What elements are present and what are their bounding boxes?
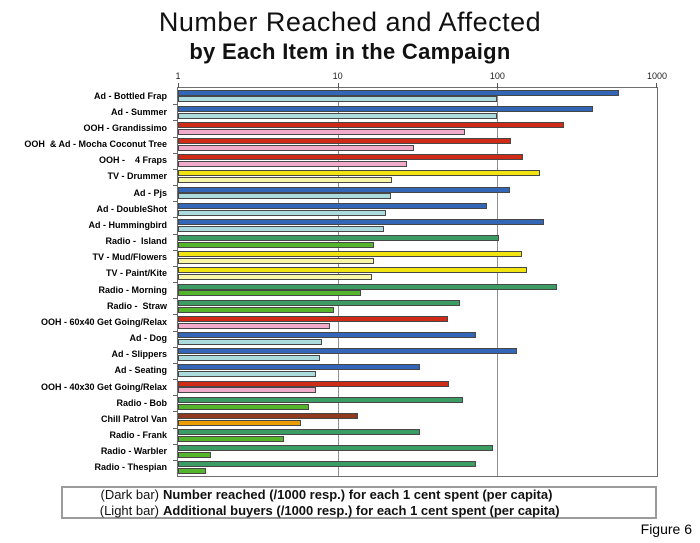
category-label: OOH - 60x40 Get Going/Relax — [40, 316, 167, 327]
bar-dark — [178, 445, 493, 451]
category-label: TV - Mud/Flowers — [92, 252, 167, 263]
category-label: TV - Paint/Kite — [105, 268, 167, 279]
bar-light — [178, 161, 407, 167]
bar-light — [178, 96, 497, 102]
plot-area — [175, 71, 668, 477]
category-label: Radio - Frank — [109, 430, 167, 441]
legend-light-text: Additional buyers (/1000 resp.) for each 1 cent spent (per capita) — [163, 503, 560, 518]
bar-dark — [178, 187, 510, 193]
bar-dark — [178, 413, 358, 419]
bar-dark — [178, 170, 540, 176]
bar-dark — [178, 300, 460, 306]
bar-light — [178, 371, 316, 377]
x-tick-label-100: 100 — [489, 71, 505, 81]
bar-dark — [178, 235, 499, 241]
bar-dark — [178, 203, 487, 209]
bar-light — [178, 420, 301, 426]
category-label: Radio - Island — [105, 236, 167, 247]
category-label: TV - Drummer — [107, 171, 167, 182]
category-label: Radio - Bob — [116, 397, 167, 408]
x-tick-label-1: 1 — [175, 71, 181, 81]
bar-light — [178, 355, 320, 361]
bar-dark — [178, 106, 593, 112]
figure-number: Figure 6 — [640, 521, 692, 537]
bar-dark — [178, 397, 463, 403]
category-label: Radio - Straw — [106, 300, 167, 311]
bar-light — [178, 210, 386, 216]
category-label: Ad - Pjs — [133, 187, 167, 198]
category-label: Radio - Warbler — [100, 446, 167, 457]
chart-title-line2: by Each Item in the Campaign — [189, 39, 511, 64]
category-axis-labels — [0, 87, 171, 475]
bar-dark — [178, 332, 476, 338]
legend-light-prefix: (Light bar) — [99, 503, 159, 518]
legend-box — [61, 486, 657, 519]
category-label: Ad - Hummingbird — [88, 219, 167, 230]
bar-light — [178, 177, 392, 183]
category-label: Radio - Thespian — [94, 462, 167, 473]
category-label: Ad - Dog — [129, 333, 167, 344]
bar-dark — [178, 348, 517, 354]
bar-light — [178, 468, 206, 474]
category-label: Ad - Slippers — [111, 349, 167, 360]
gridline-100 — [497, 88, 498, 476]
bar-dark — [178, 284, 557, 290]
bar-dark — [178, 219, 544, 225]
bar-dark — [178, 122, 564, 128]
bar-dark — [178, 138, 511, 144]
bar-light — [178, 258, 374, 264]
bar-dark — [178, 429, 420, 435]
x-tick-10 — [338, 83, 339, 88]
category-label: OOH & Ad - Mocha Coconut Tree — [24, 139, 167, 150]
bar-light — [178, 307, 334, 313]
bar-dark — [178, 316, 448, 322]
category-label: Chill Patrol Van — [100, 413, 167, 424]
bar-light — [178, 339, 322, 345]
x-tick-1 — [178, 83, 179, 88]
x-tick-label-10: 10 — [332, 71, 343, 81]
bar-dark — [178, 381, 449, 387]
bar-dark — [178, 364, 420, 370]
bar-light — [178, 452, 211, 458]
bar-dark — [178, 461, 476, 467]
bar-light — [178, 274, 372, 280]
category-label: OOH - 40x30 Get Going/Relax — [40, 381, 167, 392]
bar-dark — [178, 251, 522, 257]
category-label: OOH - 4 Fraps — [98, 155, 167, 166]
category-label: OOH - Grandissimo — [83, 122, 167, 133]
bar-light — [178, 145, 414, 151]
x-tick-100 — [497, 83, 498, 88]
bar-light — [178, 242, 374, 248]
legend-dark-prefix: (Dark bar) — [100, 487, 159, 502]
category-label: Ad - Summer — [110, 106, 167, 117]
legend-dark-text: Number reached (/1000 resp.) for each 1 cent spent (per capita) — [163, 487, 553, 502]
bar-light — [178, 436, 284, 442]
bar-light — [178, 113, 497, 119]
bar-dark — [178, 154, 523, 160]
category-label: Ad - Bottled Frap — [94, 90, 167, 101]
x-tick-1000 — [656, 83, 657, 88]
chart-title-line1: Number Reached and Affected — [158, 7, 542, 37]
bar-light — [178, 226, 384, 232]
bar-light — [178, 290, 361, 296]
x-tick-label-1000: 1000 — [646, 71, 668, 81]
bar-dark — [178, 90, 619, 96]
bar-light — [178, 193, 391, 199]
bar-dark — [178, 267, 527, 273]
bar-light — [178, 129, 465, 135]
bar-light — [178, 387, 316, 393]
bar-light — [178, 323, 330, 329]
category-label: Ad - Seating — [114, 365, 167, 376]
category-label: Ad - DoubleShot — [96, 203, 167, 214]
bar-light — [178, 404, 309, 410]
category-label: Radio - Morning — [98, 284, 167, 295]
